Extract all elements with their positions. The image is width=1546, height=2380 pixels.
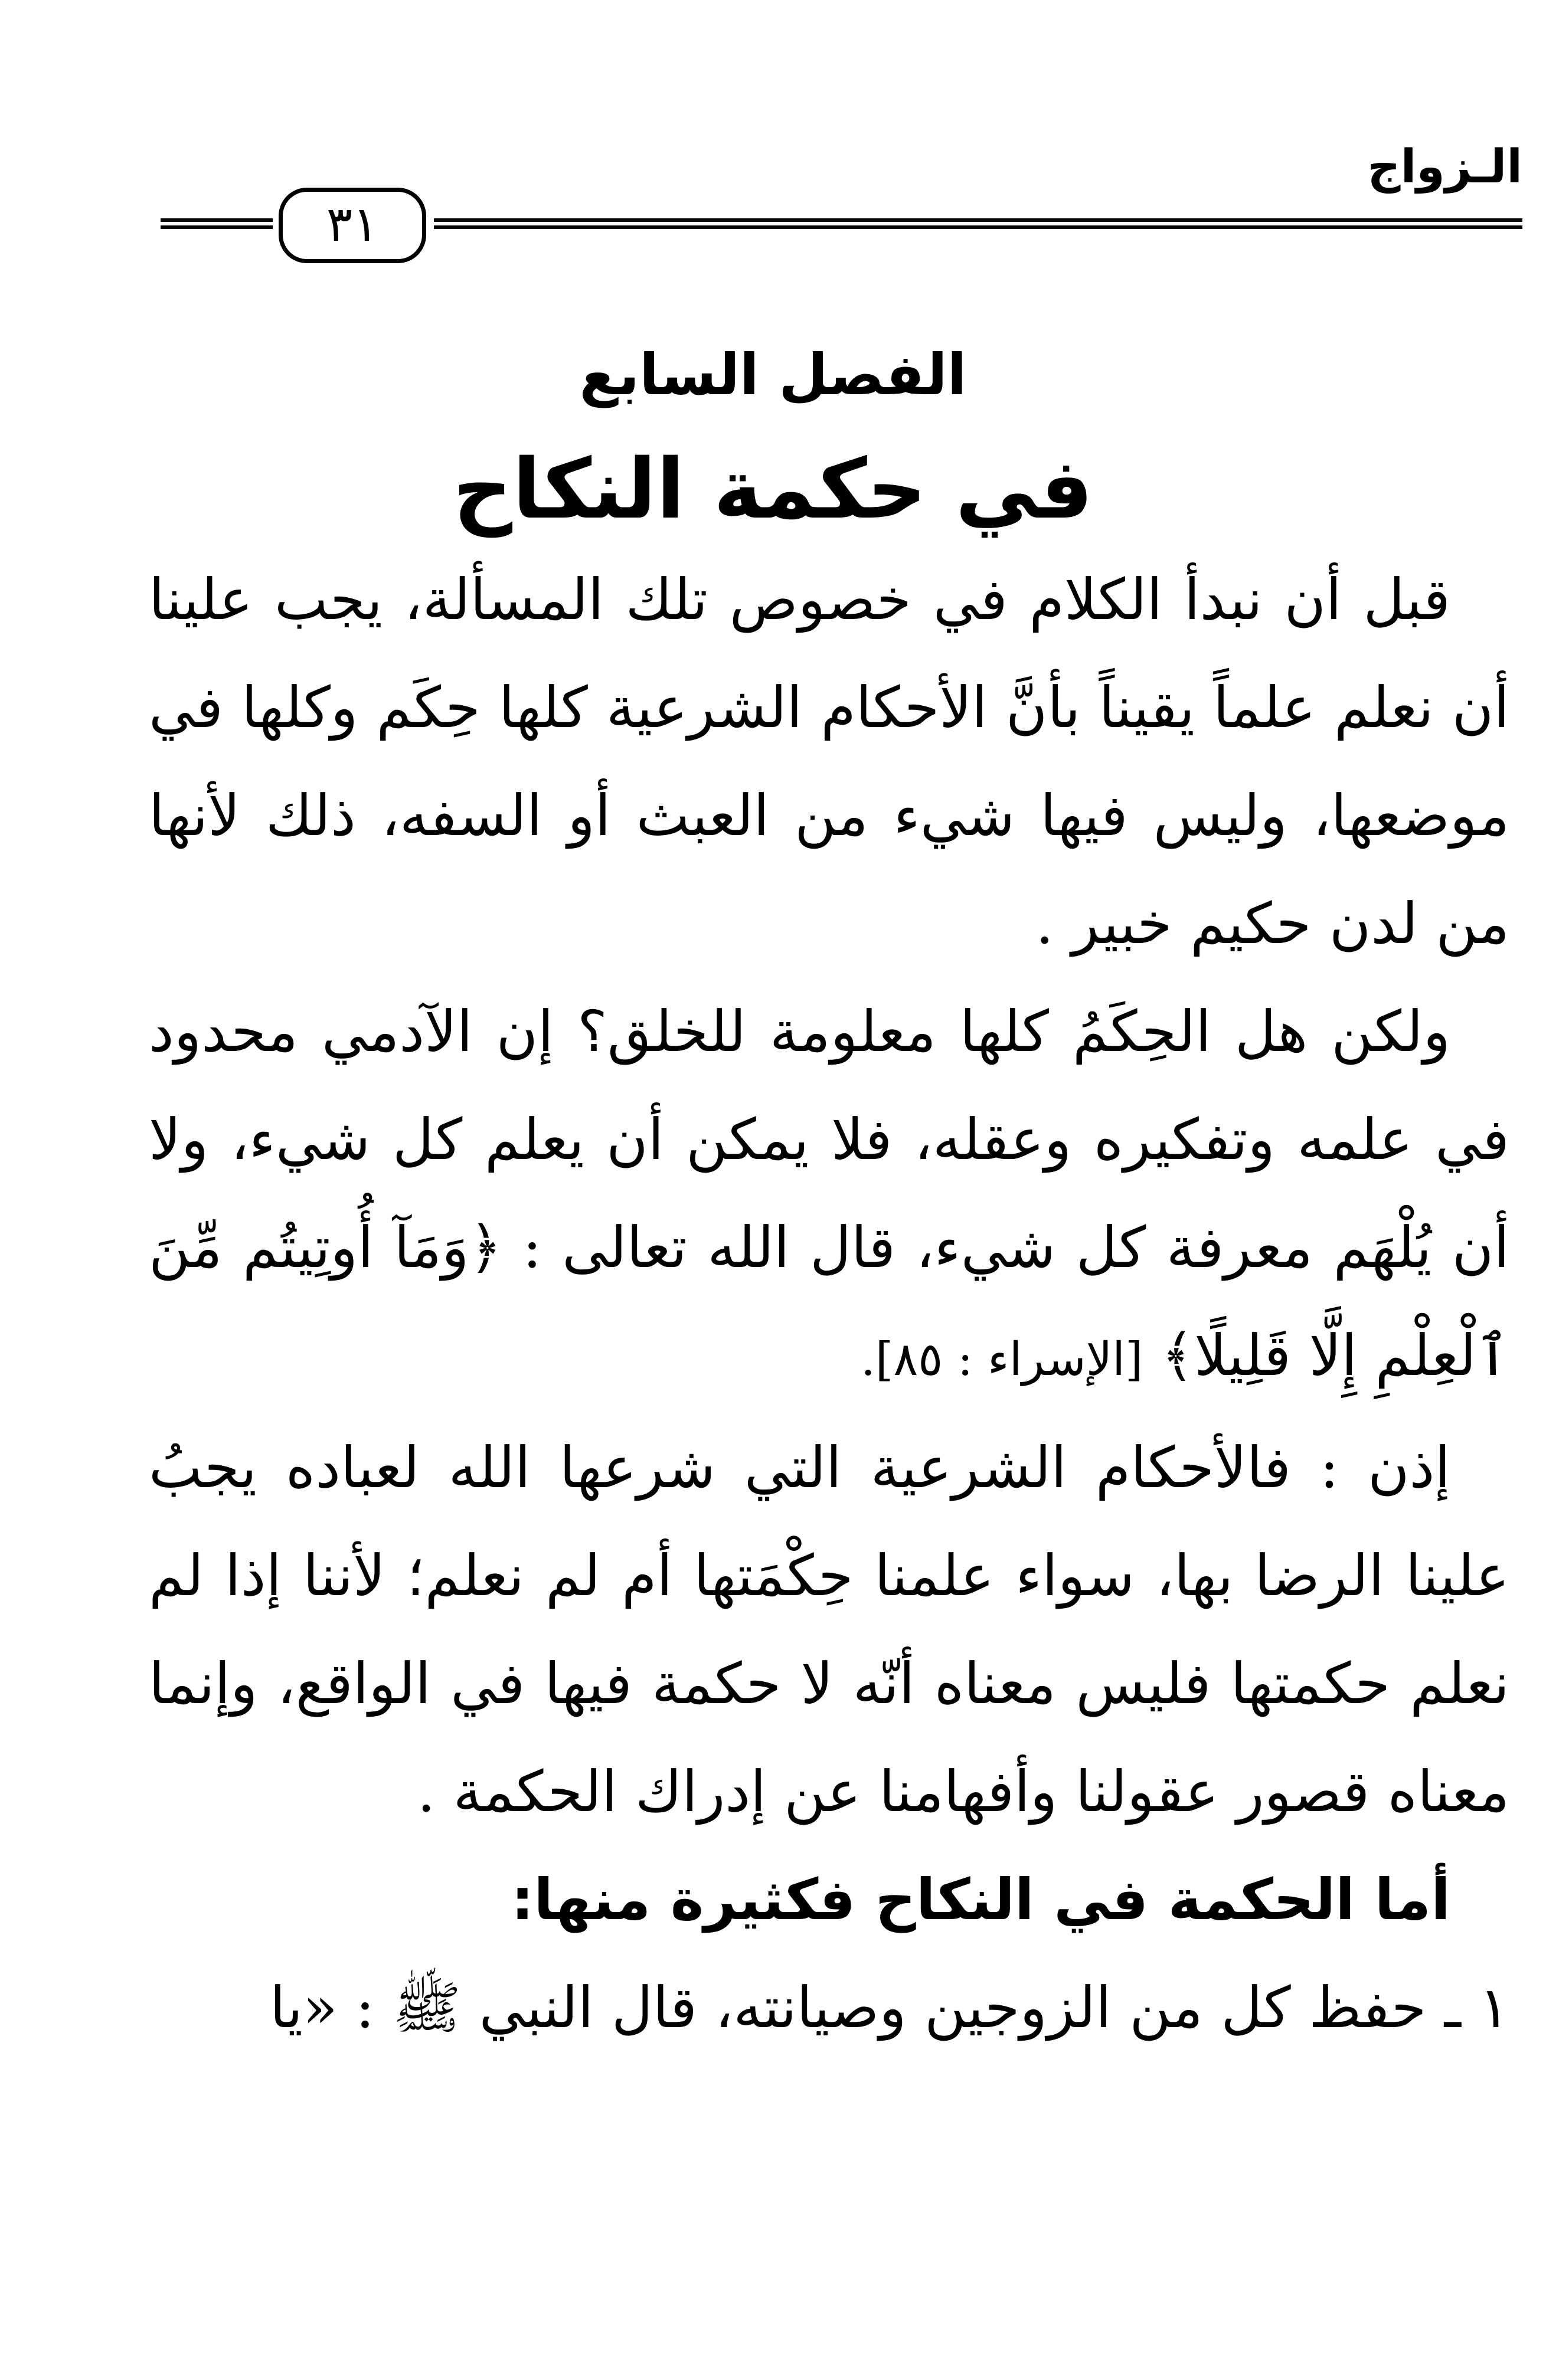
header-rule-left [161, 218, 273, 229]
paragraph-1: قبل أن نبدأ الكلام في خصوص تلك المسألة، يجب علينا أن نعلم علماً يقيناً بأنَّ الأحكام الشرعية كلها حِكَم وكلها في موضعها، وليس فيها شيء من العبث أو السفه، ذلك لأنها من لدن حكيم خبير . [149, 567, 1509, 957]
paragraph-3: إذن : فالأحكام الشرعية التي شرعها الله لعباده يجبُ علينا الرضا بها، سواء علمنا حِكْمَتها أم لم نعلم؛ لأننا إذا لم نعلم حكمتها فليس معناه أنّه لا حكمة فيها في الواقع، وإنما معناه قصور عقولنا وأفهامنا عن إدراك الحكمة . [149, 1435, 1510, 1825]
paragraph-2-text: ولكن هل الحِكَمُ كلها معلومة للخلق؟ إن الآدمي محدود في علمه وتفكيره وعقله، فلا يمكن أن يعلم كل شيء، ولا أن يُلْهَم معرفة كل شيء، قال الله تعالى : [149, 999, 1510, 1281]
header-rule-right [434, 218, 1522, 229]
page-number: ٣١ [279, 188, 426, 263]
section-subheading: أما الحكمة في النكاح فكثيرة منها: [511, 1867, 1450, 1933]
chapter-title: في حكمة النكاح [453, 441, 1093, 538]
paragraph-2 [149, 978, 1509, 1414]
body-text [149, 546, 1509, 2062]
list-item-1: ١ ـ حفظ كل من الزوجين وصيانته، قال النبي ﷺ : «يا [270, 1975, 1509, 2041]
verse-citation: [الإسراء : ٨٥]. [861, 1333, 1143, 1386]
running-title: الـزواج [1367, 140, 1522, 194]
chapter-label: الفصل السابع [579, 342, 967, 408]
quran-verse: ﴿وَمَآ أُوتِيتُم مِّنَ ٱلْعِلْمِ إِلَّا قَلِيلًا﴾ [149, 1214, 1509, 1389]
